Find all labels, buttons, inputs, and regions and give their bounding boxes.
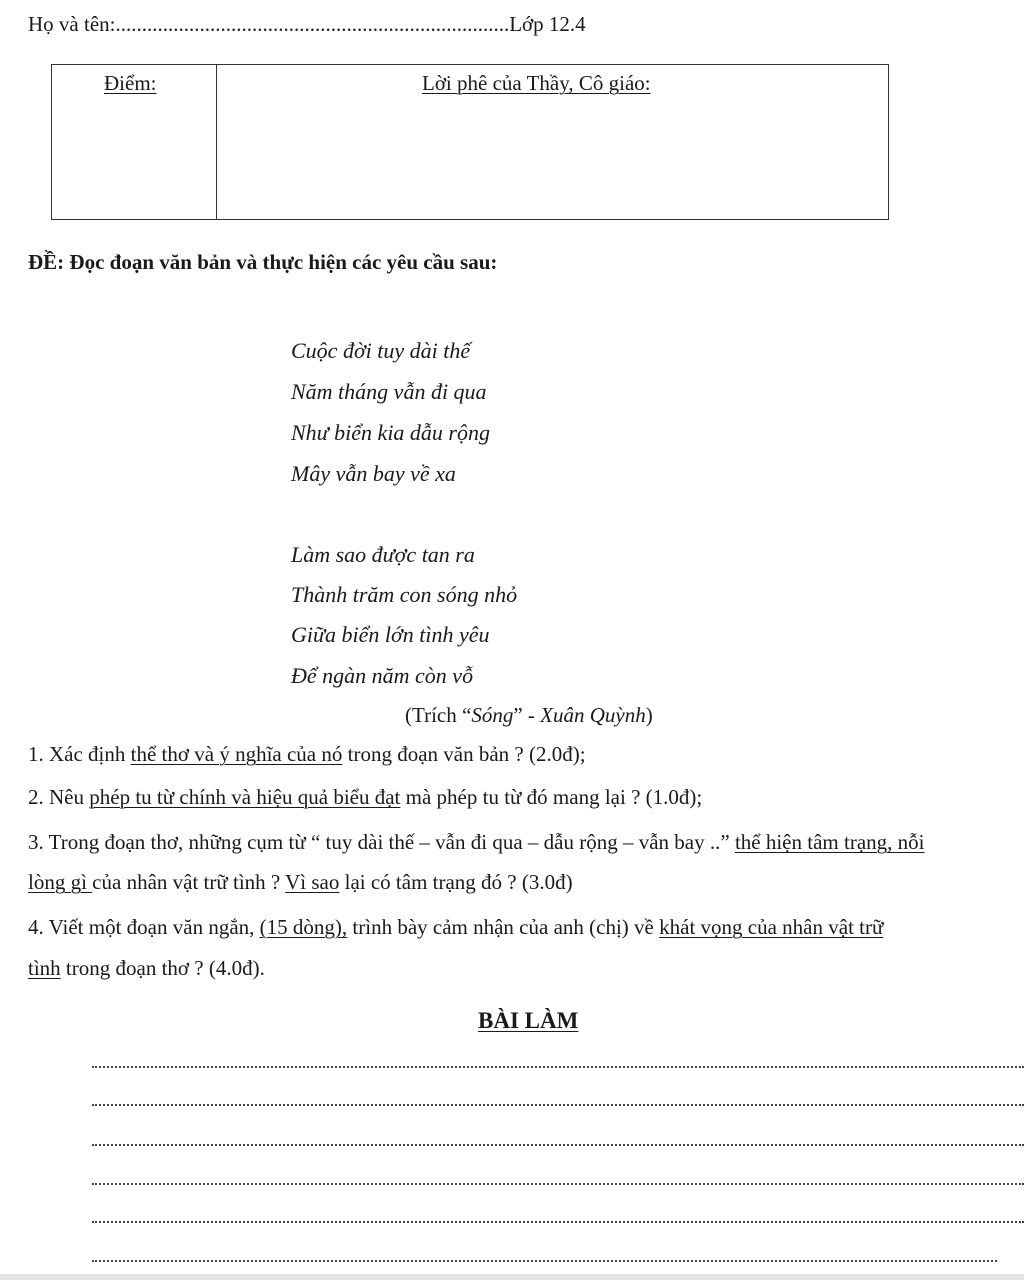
poem-line: Như biển kia dẫu rộng	[291, 420, 490, 445]
poem-line: Năm tháng vẫn đi qua	[291, 379, 487, 404]
question-3-line-1: 3. Trong đoạn thơ, những cụm từ “ tuy dài thế – vẫn đi qua – dẫu rộng – vẫn bay ..” thể hiện tâm trạng, nỗi	[28, 830, 925, 854]
question-4-line-1: 4. Viết một đoạn văn ngắn, (15 dòng), trình bày cảm nhận của anh (chị) về khát vọng của nhân vật trữ	[28, 915, 884, 939]
answer-writing-line[interactable]	[92, 1221, 1024, 1223]
citation-title: Sóng	[471, 703, 514, 727]
class-label: Lớp 12.4	[509, 12, 586, 36]
citation-separator: ” -	[513, 703, 541, 727]
answer-writing-line[interactable]	[92, 1104, 1024, 1106]
prompt-label: ĐỀ:	[28, 250, 65, 274]
poem-citation	[405, 703, 653, 728]
citation-open: (Trích “	[405, 703, 472, 727]
question-1: 1. Xác định thể thơ và ý nghĩa của nó trong đoạn văn bản ? (2.0đ);	[28, 742, 586, 766]
answer-writing-line[interactable]	[92, 1066, 1024, 1068]
poem-line: Làm sao được tan ra	[291, 542, 475, 567]
poem-line: Mây vẫn bay về xa	[291, 461, 456, 486]
score-comment-box	[51, 64, 889, 220]
poem-line: Thành trăm con sóng nhỏ	[291, 582, 518, 607]
prompt-text: Đọc đoạn văn bản và thực hiện các yêu cầu sau:	[69, 250, 498, 274]
question-3-line-2: lòng gì của nhân vật trữ tình ? Vì sao lại có tâm trạng đó ? (3.0đ)	[28, 870, 573, 894]
poem-line: Để ngàn năm còn vỗ	[291, 663, 474, 688]
answer-section-title: BÀI LÀM	[478, 1008, 579, 1033]
teacher-comment-label: Lời phê của Thầy, Cô giáo:	[422, 71, 651, 95]
score-box-divider	[216, 65, 217, 219]
score-label: Điểm:	[104, 71, 157, 95]
answer-writing-line[interactable]	[92, 1183, 1024, 1185]
question-4-line-2: tình trong đoạn thơ ? (4.0đ).	[28, 956, 265, 980]
question-2: 2. Nêu phép tu từ chính và hiệu quả biểu đạt mà phép tu từ đó mang lại ? (1.0đ);	[28, 785, 703, 809]
citation-author: Xuân Quỳnh	[540, 703, 646, 727]
page-bottom-edge	[0, 1274, 1024, 1280]
answer-writing-line[interactable]	[92, 1144, 1024, 1146]
name-dotted-blank[interactable]: ...........................................................................	[115, 12, 510, 36]
citation-close: )	[645, 703, 653, 727]
poem-line: Cuộc đời tuy dài thế	[291, 338, 471, 363]
poem-line: Giữa biển lớn tình yêu	[291, 622, 490, 647]
student-info-line	[28, 12, 586, 37]
exam-prompt	[28, 250, 497, 275]
answer-writing-line[interactable]	[92, 1260, 997, 1262]
name-label: Họ và tên:	[28, 12, 116, 36]
